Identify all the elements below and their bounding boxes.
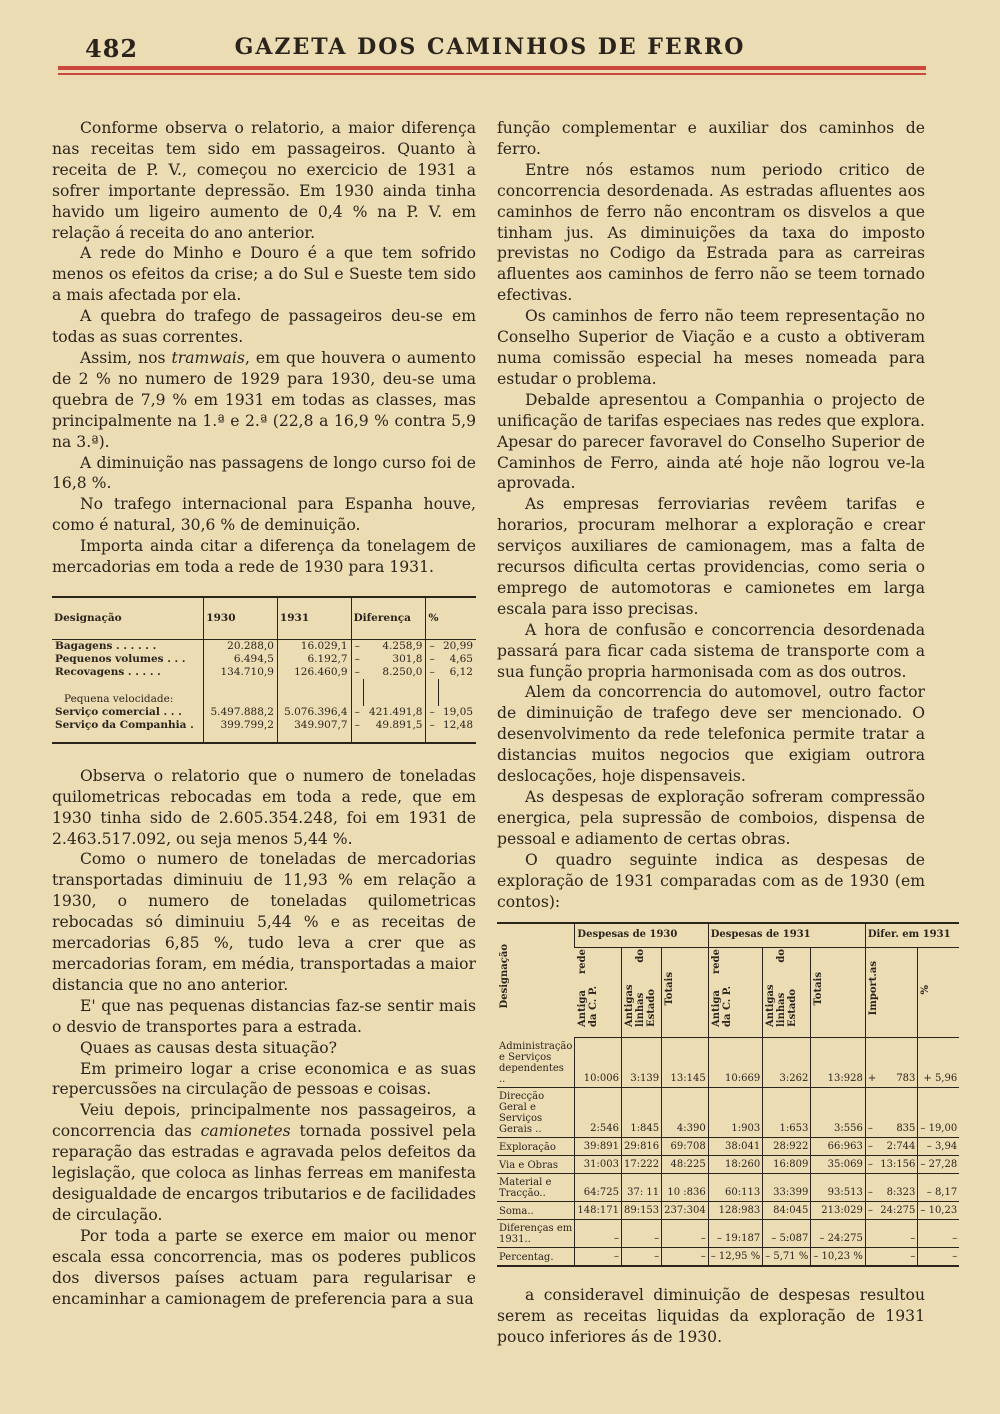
cell-import-sign: – xyxy=(865,1137,878,1155)
diff-sign: – xyxy=(351,666,363,679)
paragraph: No trafego internacional para Espanha houve, como é natural, 30,6 % de deminuição. xyxy=(52,495,476,535)
header-difer-1931: Difer. em 1931 xyxy=(865,923,959,947)
cell-antigas-linhas-1930: 37: 11 xyxy=(621,1173,661,1201)
italic-term: camionetes xyxy=(200,1122,291,1141)
pct-sign: – xyxy=(426,719,438,743)
row-label: Direcção Geral e Serviços Gerais .. xyxy=(497,1087,575,1137)
cell-antiga-rede-1930: 2:546 xyxy=(575,1087,622,1137)
value-percent: 19,05 xyxy=(442,705,473,718)
paragraph: A quebra do trafego de passageiros deu-se em todas as suas correntes. xyxy=(52,307,476,347)
cell-antigas-linhas-1931: 3:262 xyxy=(763,1038,811,1088)
cell-antiga-rede-1931: 18:260 xyxy=(708,1155,763,1173)
cell-totais-1930: – xyxy=(662,1219,709,1247)
cell-importancia: 8:323 xyxy=(878,1173,918,1201)
cell-antiga-rede-1930: 148:171 xyxy=(575,1201,622,1219)
value-diferenca: 421.491,8 xyxy=(369,705,423,718)
cell-totais-1931: – 10,23 % xyxy=(811,1247,866,1266)
cell-importancia: 2:744 xyxy=(878,1137,918,1155)
cell-antiga-rede-1930: – xyxy=(575,1247,622,1266)
cell-antiga-rede-1931: 1:903 xyxy=(708,1087,763,1137)
paragraph: O quadro seguinte indica as despesas de exploração de 1931 comparadas com as de 1930 (em contos): xyxy=(497,850,925,911)
group-title: Pequena velocidade: xyxy=(64,692,174,705)
value-diferenca: 8.250,0 xyxy=(382,665,423,678)
cell-totais-1931: 13:928 xyxy=(811,1038,866,1088)
header-antigas-linhas-1930: Antigas linhas do Estado xyxy=(621,948,661,1038)
paragraph: A diminuição nas passagens de longo curso foi de 16,8 %. xyxy=(52,453,476,493)
cell-antiga-rede-1930: 10:006 xyxy=(575,1038,622,1088)
text-run: , em que houvera o aumento de 2 % no numero de 1929 para 1930, deu-se uma quebra de 7,9 % em 1931 em todas as classes, mas principalmente na 1.ª e 2.ª (22,8 a 16,9 % contra 5,9 na 3.ª). xyxy=(52,348,476,451)
cell-importancia: – xyxy=(878,1219,918,1247)
paragraph: Importa ainda citar a diferença da tonelagem de mercadorias em toda a rede de 1930 para 1931. xyxy=(52,537,476,577)
cell-percent: – xyxy=(918,1219,959,1247)
row-label: Bagagens . . . . . . xyxy=(55,639,157,652)
text-run: tornada possivel pela reparação das estradas e agravada pelos defeitos da legislação, que coloca as linhas ferreas em manifesta desigualdade de encargos tributarios e de facilidades de circulação. xyxy=(52,1122,476,1224)
cell-antigas-linhas-1931: 1:653 xyxy=(763,1087,811,1137)
text-run: Veiu depois, principalmente nos passageiros, a concorrencia das xyxy=(52,1101,476,1141)
cell-importancia: 24:275 xyxy=(878,1201,918,1219)
paragraph: Os caminhos de ferro não teem representação no Conselho Superior de Viação e a custo a obtiveram numa comissão especial ha meses nomeada para estudar o problema. xyxy=(497,307,925,388)
pct-sign: – xyxy=(426,639,438,653)
diff-sign: – xyxy=(351,639,363,653)
row-label: Diferenças em 1931.. xyxy=(497,1219,575,1247)
table-row xyxy=(497,1219,959,1247)
cell-totais-1930: 13:145 xyxy=(662,1038,709,1088)
cell-antigas-linhas-1930: 29:816 xyxy=(621,1137,661,1155)
row-label: Administração e Serviços dependentes .. xyxy=(497,1038,575,1088)
value-1931: 126.460,9 xyxy=(277,666,351,679)
pct-sign: – xyxy=(426,706,438,719)
value-1930: 6.494,5 xyxy=(204,653,278,666)
value-1930: 5.497.888,2 xyxy=(204,706,278,719)
table-row xyxy=(52,639,476,653)
paragraph: Observa o relatorio que o numero de toneladas quilometricas rebocadas em toda a rede, que em 1930 tinha sido de 2.605.354.248, foi em 1931 de 2.463.517.092, ou seja menos 5,44 %. xyxy=(52,766,476,848)
table-row xyxy=(497,1087,959,1137)
cell-antiga-rede-1930: – xyxy=(575,1219,622,1247)
header-percent: % xyxy=(426,597,476,639)
cell-import-sign xyxy=(865,1247,878,1266)
header-percent: % xyxy=(918,948,959,1038)
diff-sign: – xyxy=(351,719,363,743)
header-antiga-rede-1930: Antiga rede da C. P. xyxy=(575,948,622,1038)
cell-import-sign: + xyxy=(865,1038,878,1088)
left-column xyxy=(52,118,476,1309)
diff-sign: – xyxy=(351,653,363,666)
cell-importancia: 13:156 xyxy=(878,1155,918,1173)
cell-totais-1931: – 24:275 xyxy=(811,1219,866,1247)
right-column xyxy=(497,118,958,1347)
paragraph-tramwais xyxy=(52,348,476,453)
row-label: Serviço da Companhia . xyxy=(55,718,194,731)
header-rule-thick xyxy=(58,66,926,70)
header-despesas-1931: Despesas de 1931 xyxy=(708,923,865,947)
cell-percent: – xyxy=(918,1247,959,1266)
cell-antiga-rede-1930: 64:725 xyxy=(575,1173,622,1201)
paragraph: Quaes as causas desta situação? xyxy=(80,1038,338,1057)
table-row xyxy=(497,1247,959,1266)
cell-antigas-linhas-1930: 3:139 xyxy=(621,1038,661,1088)
pct-sign: – xyxy=(426,653,438,666)
paragraph: Alem da concorrencia do automovel, outro factor de diminuição de trafego deve ser mencionado. O desenvolvimento da rede telefonica permite tratar a distancias muitos negocios que exigiam outrora deslocações, hoje dispensaveis. xyxy=(497,683,925,786)
journal-title: GAZETA DOS CAMINHOS DE FERRO xyxy=(234,34,746,60)
header-importancias: Import.as xyxy=(865,948,918,1038)
value-percent: 6,12 xyxy=(449,665,473,678)
paragraph: As despesas de exploração sofreram compressão energica, pela supressão de comboios, dispensa de pessoal e adiamento de certas obras. xyxy=(497,788,925,848)
cell-totais-1930: 48:225 xyxy=(662,1155,709,1173)
cell-antigas-linhas-1931: 33:399 xyxy=(763,1173,811,1201)
cell-import-sign: – xyxy=(865,1201,878,1219)
cell-totais-1931: 213:029 xyxy=(811,1201,866,1219)
value-percent: 4,65 xyxy=(449,652,473,665)
cell-totais-1930: 10 :836 xyxy=(662,1173,709,1201)
cell-antigas-linhas-1930: 1:845 xyxy=(621,1087,661,1137)
header-1931: 1931 xyxy=(277,597,351,639)
value-percent: 20,99 xyxy=(442,639,473,652)
cell-antiga-rede-1931: 128:983 xyxy=(708,1201,763,1219)
italic-term: tramwais xyxy=(171,348,245,367)
paragraph: Debalde apresentou a Companhia o projecto de unificação de tarifas especiaes nas redes que explora. Apesar do parecer favoravel do Conselho Superior de Caminhos de Ferro, ainda até hoje não logrou ve-la aprovada. xyxy=(497,390,925,493)
header-1930: 1930 xyxy=(204,597,278,639)
cell-antigas-linhas-1931: 84:045 xyxy=(763,1201,811,1219)
row-label: Via e Obras xyxy=(497,1155,575,1173)
row-label: Recovagens . . . . . xyxy=(55,665,161,678)
cell-antigas-linhas-1931: – 5:087 xyxy=(763,1219,811,1247)
cell-totais-1930: 237:304 xyxy=(662,1201,709,1219)
cell-antigas-linhas-1930: 17:222 xyxy=(621,1155,661,1173)
header-diferenca: Diferença xyxy=(351,597,426,639)
row-label: Percentag. xyxy=(497,1247,575,1266)
value-1930: 20.288,0 xyxy=(204,639,278,653)
pct-sign: – xyxy=(426,666,438,679)
value-1930: 399.799,2 xyxy=(204,719,278,743)
cell-percent: – 19,00 xyxy=(918,1087,959,1137)
header-antigas-linhas-1931: Antigas linhas do Estado xyxy=(763,948,811,1038)
header-antiga-rede-1931: Antiga rede da C. P. xyxy=(708,948,763,1038)
row-label: Pequenos volumes . . . xyxy=(55,652,186,665)
table-row xyxy=(52,653,476,666)
diff-sign: – xyxy=(351,706,363,719)
cell-antiga-rede-1931: 60:113 xyxy=(708,1173,763,1201)
cell-antigas-linhas-1931: 28:922 xyxy=(763,1137,811,1155)
value-1931: 349.907,7 xyxy=(277,719,351,743)
cell-importancia: 783 xyxy=(878,1038,918,1088)
table-row xyxy=(52,666,476,679)
text-run: Assim, nos xyxy=(80,348,172,367)
cell-import-sign xyxy=(865,1219,878,1247)
header-totais-1930: Totais xyxy=(662,948,709,1038)
paragraph: Por toda a parte se exerce em maior ou menor escala essa concorrencia, mas os poderes publicos dos diversos países actuam para regularisar e encaminhar a camionagem de preferencia para a sua xyxy=(52,1226,476,1308)
cell-antigas-linhas-1931: 16:809 xyxy=(763,1155,811,1173)
cell-import-sign: – xyxy=(865,1155,878,1173)
paragraph: Como o numero de toneladas de mercadorias transportadas diminuiu de 11,93 % em relação a 1930, o numero de toneladas quilometricas rebocadas só diminuiu 5,44 % e as receitas de mercadorias 6,85 %, tudo leva a crer que as mercadorias foram, em média, transportadas a maior distancia que no ano anterior. xyxy=(52,850,476,994)
table-row xyxy=(52,719,476,743)
table-row xyxy=(497,1137,959,1155)
cell-importancia: – xyxy=(878,1247,918,1266)
value-percent: 12,48 xyxy=(442,718,473,731)
cell-import-sign: – xyxy=(865,1087,878,1137)
row-label: Material e Tracção.. xyxy=(497,1173,575,1201)
cell-percent: – 10,23 xyxy=(918,1201,959,1219)
cell-antiga-rede-1930: 39:891 xyxy=(575,1137,622,1155)
cell-percent: – 27,28 xyxy=(918,1155,959,1173)
header-despesas-1930: Despesas de 1930 xyxy=(575,923,708,947)
cell-antiga-rede-1931: – 19:187 xyxy=(708,1219,763,1247)
tonnage-table xyxy=(52,596,476,744)
cell-antigas-linhas-1931: – 5,71 % xyxy=(763,1247,811,1266)
cell-totais-1931: 93:513 xyxy=(811,1173,866,1201)
header-rule-thin xyxy=(58,73,926,75)
cell-totais-1930: 69:708 xyxy=(662,1137,709,1155)
paragraph: a consideravel diminuição de despesas resultou serem as receitas liquidas da exploração de 1931 pouco inferiores ás de 1930. xyxy=(497,1285,925,1346)
paragraph: A rede do Minho e Douro é a que tem sofrido menos os efeitos da crise; a do Sul e Sueste tem sido a mais afectada por ela. xyxy=(52,244,476,305)
value-diferenca: 49.891,5 xyxy=(375,718,423,731)
value-diferenca: 301,8 xyxy=(392,652,423,665)
table-row xyxy=(52,706,476,719)
row-label: Soma.. xyxy=(497,1201,575,1219)
cell-totais-1931: 66:963 xyxy=(811,1137,866,1155)
paragraph: E' que nas pequenas distancias faz-se sentir mais o desvio de transportes para a estrada. xyxy=(52,996,476,1036)
paragraph: A hora de confusão e concorrencia desordenada passará para ficar cada sistema de transporte com a sua função propria harmonisada com as dos outros. xyxy=(497,620,925,681)
cell-antiga-rede-1931: – 12,95 % xyxy=(708,1247,763,1266)
cell-antigas-linhas-1930: – xyxy=(621,1219,661,1247)
cell-percent: – 8,17 xyxy=(918,1173,959,1201)
value-1930: 134.710,9 xyxy=(204,666,278,679)
header-totais-1931: Totais xyxy=(811,948,866,1038)
paragraph: Conforme observa o relatorio, a maior diferença nas receitas tem sido em passageiros. Quanto à receita de P. V., começou no exercicio de 1931 a sofrer importante depressão. Em 1930 ainda tinha havido um ligeiro aumento de 0,4 % na P. V. em relação á receita do ano anterior. xyxy=(52,119,476,242)
cell-percent: – 3,94 xyxy=(918,1137,959,1155)
cell-totais-1930: – xyxy=(662,1247,709,1266)
value-1931: 5.076.396,4 xyxy=(277,706,351,719)
table-row xyxy=(497,1155,959,1173)
row-label: Exploração xyxy=(497,1137,575,1155)
page-number: 482 xyxy=(85,34,139,63)
cell-antiga-rede-1931: 38:041 xyxy=(708,1137,763,1155)
cell-antigas-linhas-1930: 89:153 xyxy=(621,1201,661,1219)
header-designacao: Designação xyxy=(499,944,510,1009)
cell-antiga-rede-1931: 10:669 xyxy=(708,1038,763,1088)
cell-totais-1931: 35:069 xyxy=(811,1155,866,1173)
expenses-table xyxy=(497,922,959,1266)
paragraph: função complementar e auxiliar dos caminhos de ferro. xyxy=(497,119,925,158)
paragraph: As empresas ferroviarias revêem tarifas e horarios, procuram melhorar a exploração e crear serviços auxiliares de camionagem, mas a falta de recursos dificulta certas providencias, como seria o emprego de automotoras e camionetes em larga escala para isso precisas. xyxy=(497,495,925,618)
cell-import-sign: – xyxy=(865,1173,878,1201)
cell-antiga-rede-1930: 31:003 xyxy=(575,1155,622,1173)
page-header xyxy=(50,30,930,70)
cell-totais-1931: 3:556 xyxy=(811,1087,866,1137)
header-designacao: Designação xyxy=(52,597,204,639)
paragraph-camionetes xyxy=(52,1100,476,1225)
value-1931: 6.192,7 xyxy=(277,653,351,666)
cell-antigas-linhas-1930: – xyxy=(621,1247,661,1266)
value-1931: 16.029,1 xyxy=(277,639,351,653)
cell-importancia: 835 xyxy=(878,1087,918,1137)
cell-totais-1930: 4:390 xyxy=(662,1087,709,1137)
table-row xyxy=(497,1201,959,1219)
table-row xyxy=(497,1038,959,1088)
row-label: Serviço comercial . . . xyxy=(55,705,182,718)
table-row xyxy=(497,1173,959,1201)
paragraph: Entre nós estamos num periodo critico de concorrencia desordenada. As estradas afluentes aos caminhos de ferro não encontram os disvelos a que tinham jus. As diminuições da taxa do imposto previstas no Codigo da Estrada para as carreiras afluentes aos caminhos de ferro não se teem tornado efectivas. xyxy=(497,160,925,305)
value-diferenca: 4.258,9 xyxy=(382,639,423,652)
paragraph: Em primeiro logar a crise economica e as suas repercussões na circulação de pessoas e coisas. xyxy=(52,1059,476,1099)
cell-percent: + 5,96 xyxy=(918,1038,959,1088)
